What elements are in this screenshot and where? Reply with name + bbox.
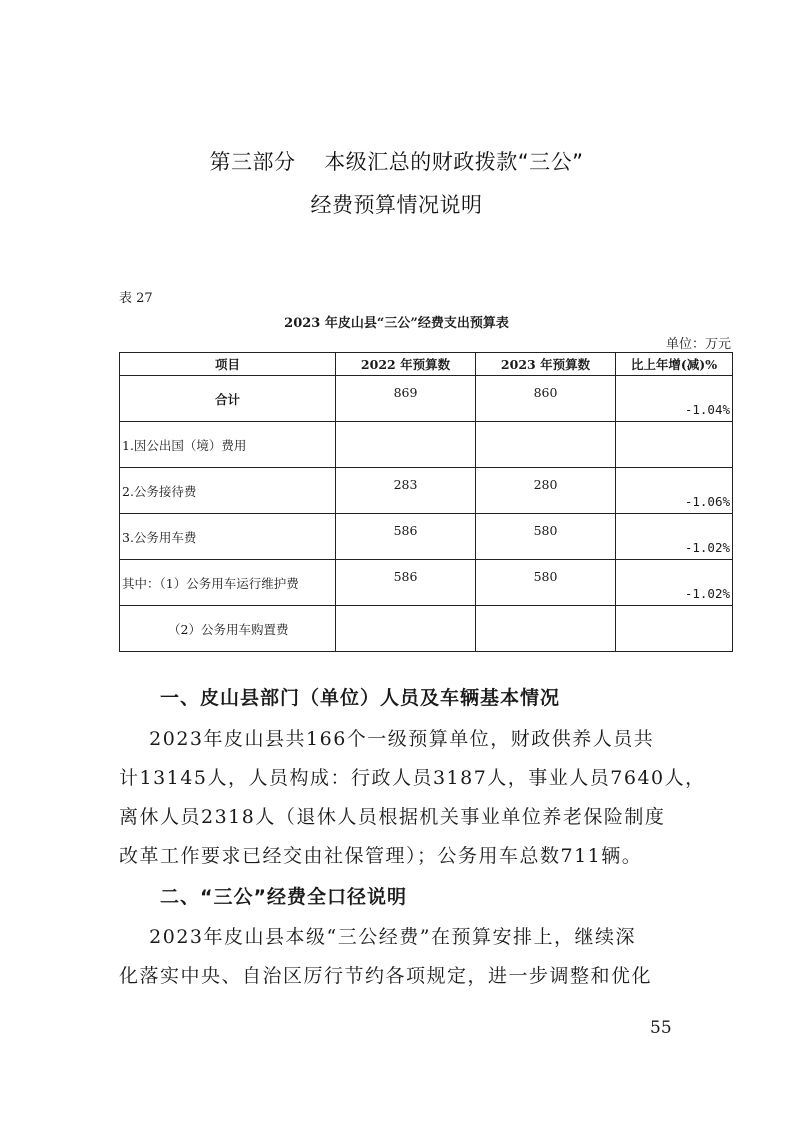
row-change	[616, 468, 733, 514]
row-item: 3.公务用车费	[120, 514, 336, 560]
page-title-line2: 经费预算情况说明	[310, 193, 483, 217]
header-2023: 2023 年预算数	[476, 353, 616, 376]
budget-table	[119, 352, 733, 652]
row-2023-value: 860	[533, 385, 558, 400]
row-2022	[336, 514, 476, 560]
section1-heading: 一、皮山县部门（单位）人员及车辆基本情况	[160, 687, 561, 709]
table-row	[120, 376, 733, 422]
paragraph-line: 化落实中央、自治区厉行节约各项规定，进一步调整和优化	[119, 965, 653, 987]
row-2023	[476, 514, 616, 560]
row-change	[616, 376, 733, 422]
row-2022	[336, 422, 476, 468]
row-2023	[476, 422, 616, 468]
row-item: 1.因公出国（境）费用	[120, 422, 336, 468]
row-2022-value: 586	[393, 523, 418, 538]
header-2022: 2022 年预算数	[336, 353, 476, 376]
paragraph-line: 2023年皮山县本级“三公经费”在预算安排上，继续深	[119, 926, 636, 948]
row-change	[616, 514, 733, 560]
row-2023-value: 580	[533, 569, 558, 584]
row-item: （2）公务用车购置费	[120, 606, 336, 652]
row-2022-value: 869	[393, 385, 418, 400]
row-change-value: -1.02%	[684, 586, 730, 601]
section2-heading: 二、“三公”经费全口径说明	[160, 886, 407, 908]
table-title: 2023 年皮山县“三公”经费支出预算表	[284, 316, 509, 331]
row-change-value: -1.04%	[684, 402, 730, 417]
section1-paragraph	[119, 720, 706, 876]
row-change-value: -1.02%	[684, 540, 730, 555]
row-2023	[476, 606, 616, 652]
row-item: 2.公务接待费	[120, 468, 336, 514]
header-change: 比上年增(减)%	[616, 353, 733, 376]
row-2023	[476, 468, 616, 514]
row-2023	[476, 560, 616, 606]
table-row	[120, 514, 733, 560]
paragraph-line: 计13145人，人员构成：行政人员3187人，事业人员7640人，	[119, 767, 706, 789]
row-2022	[336, 560, 476, 606]
row-item: 其中：（1）公务用车运行维护费	[120, 560, 336, 606]
unit-label: 单位：万元	[665, 337, 731, 352]
row-2023-value: 580	[533, 523, 558, 538]
table-row	[120, 606, 733, 652]
section2-paragraph	[119, 918, 679, 996]
table-row	[120, 560, 733, 606]
table-row	[120, 422, 733, 468]
row-2022-value: 586	[393, 569, 418, 584]
row-2022	[336, 376, 476, 422]
page-title-line1: 第三部分 本级汇总的财政拨款“三公”	[209, 150, 584, 174]
table-number-label: 表 27	[119, 291, 153, 306]
row-2022-value: 283	[393, 477, 418, 492]
header-item: 项目	[120, 353, 336, 376]
paragraph-line: 离休人员2318人（退休人员根据机关事业单位养老保险制度	[119, 806, 666, 828]
table-header-row	[120, 353, 733, 376]
table-row	[120, 468, 733, 514]
row-change	[616, 560, 733, 606]
row-2022	[336, 468, 476, 514]
row-2022	[336, 606, 476, 652]
paragraph-line: 改革工作要求已经交由社保管理）；公务用车总数711辆。	[119, 845, 643, 867]
page-number: 55	[650, 1018, 672, 1038]
paragraph-line: 2023年皮山县共166个一级预算单位，财政供养人员共	[119, 728, 655, 750]
row-change	[616, 422, 733, 468]
row-change-value: -1.06%	[684, 494, 730, 509]
row-item: 合计	[120, 376, 336, 422]
row-2023	[476, 376, 616, 422]
row-2023-value: 280	[533, 477, 558, 492]
row-change	[616, 606, 733, 652]
